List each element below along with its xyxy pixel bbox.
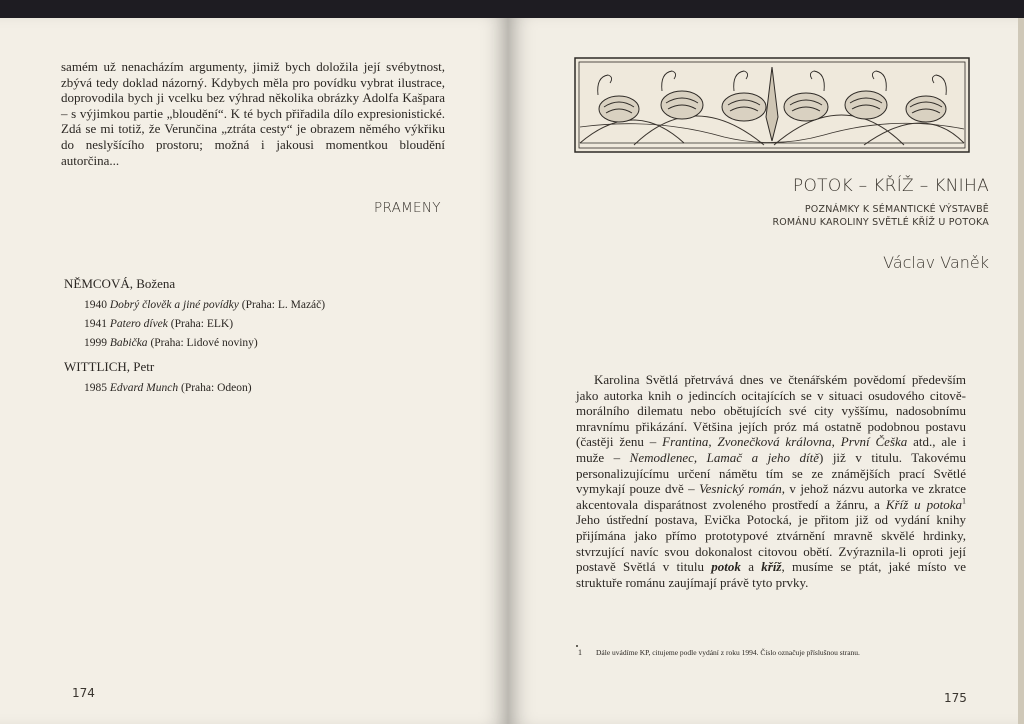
footnote: 1 Dále uvádíme KP, citujeme podle vydání z roku 1994. Číslo označuje příslušnou stranu. [578,648,860,657]
source-entry: 1985 Edvard Munch (Praha: Odeon) [84,382,252,394]
source-author: WITTLICH, Petr [64,359,155,374]
article-subtitle: POZNÁMKY K SÉMANTICKÉ VÝSTAVBĚ ROMÁNU KAROLINY SVĚTLÉ KŘÍŽ U POTOKA [772,204,989,228]
continued-paragraph: samém už nenacházím argumenty, jimiž bych doložila její svébytnost, zbývá tedy doklad názorný. Kdybych měla pro povídku vybrat ilustrace, doprovodila bych ji vcelku bez výhrad několika obrázky Adolfa Kašpara – s výjimkou partie „bloudění“. K té bych přiřadila dílo expresionistické. Zdá se mi totiž, že Verunčina „ztráta cesty“ je obrazem němého výkřiku do neslyšícího prostoru; možná i jakousi momentkou bloudění autorčina... [61,59,445,168]
sources-list [64,276,444,404]
left-page [0,18,508,724]
source-author: NĚMCOVÁ, Božena [64,276,176,291]
page-number-right: 175 [944,691,967,705]
source-entry: 1940 Dobrý člověk a jiné povídky (Praha: L. Mazáč) [84,299,326,311]
source-group [64,276,444,351]
snail-ornament-icon [574,57,970,153]
source-entry: 1999 Babička (Praha: Lidové noviny) [84,337,258,349]
section-title-sources: PRAMENY [374,200,441,216]
source-group [64,359,444,396]
book-edge-right [1018,18,1024,724]
source-entry: 1941 Patero dívek (Praha: ELK) [84,318,234,330]
body-paragraph: Karolina Světlá přetrvává dnes ve čtenářském povědomí především jako autorka knih o jedincích ocitajících se v situaci osudového citově-morálního dilematu nebo obětujících své city vyššímu, nadosobnímu mravnímu přikázání. Většina jejích próz má ostatně podobnou postavu (častěji ženu – Frantina, Zvonečková královna, První Češka atd., ale i muže – Nemodlenec, Lamač a jeho dítě) již v titulu. Takovému personalizujícímu určení námětu tím se ze známějších prací Světlé vymykají pouze dvě – Vesnický román, v jehož názvu autorka ve zkratce akcentovala disparátnost zvoleného prostředí a žánru, a Kříž u potoka$^1$ Jeho ústřední postava, Evička Potocká, je přitom již od vydání knihy přijímána jako přímo prototypové ztvárnění mravně skvělé hrdinky, stvrzující navíc svou dokonalost citovou obětí. Zvýraznila-li oproti její postavě Světlá v titulu potok a kříž, musíme se ptát, jaké místo ve struktuře románu zaujímají právě tyto prvky. [576,372,966,590]
footnote-marker: 1 [961,496,966,506]
article-title: POTOK – KŘÍŽ – KNIHA [792,176,989,196]
page-number-left: 174 [72,686,95,700]
footnote-separator [576,645,578,647]
article-author: Václav Vaněk [883,253,989,272]
right-page [508,18,1024,724]
